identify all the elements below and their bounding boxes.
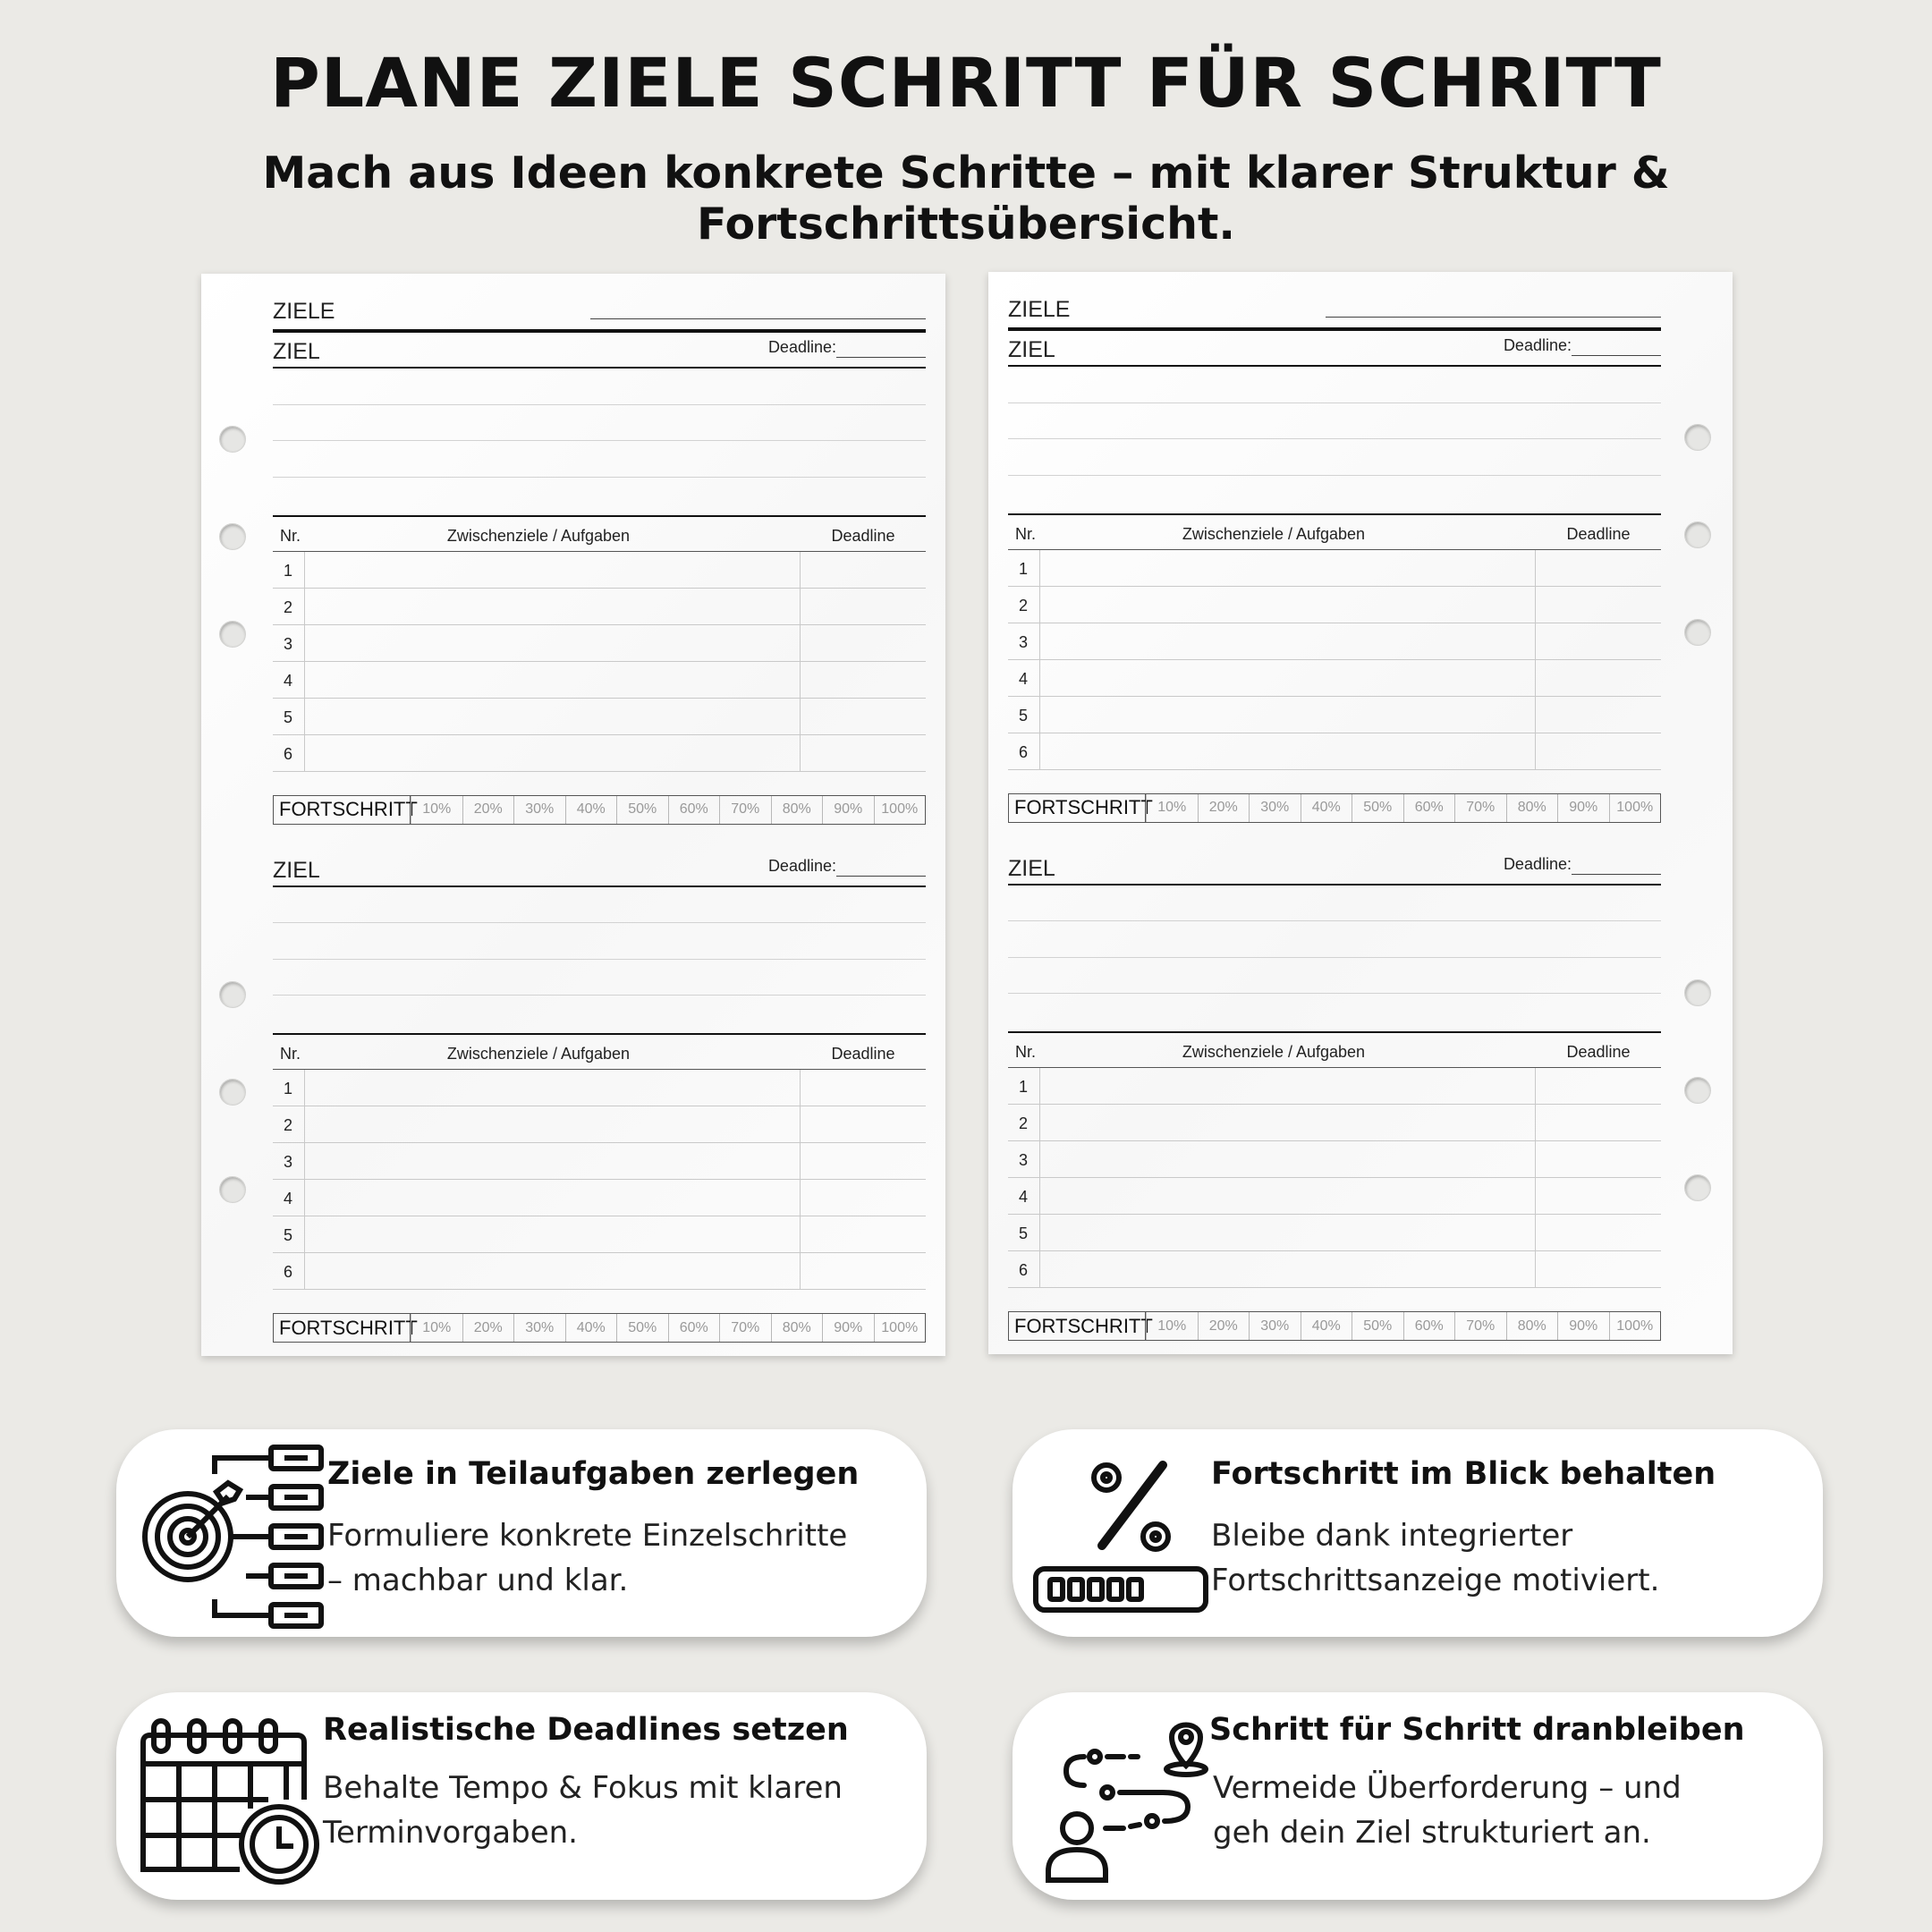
progress-step: 60%	[668, 796, 720, 824]
progress-step: 70%	[719, 1314, 771, 1342]
task-row	[273, 552, 926, 589]
feature-text-line1: Vermeide Überforderung – und	[1213, 1770, 1682, 1806]
deadline-cell-divider	[1535, 1105, 1536, 1140]
deadline-cell-divider	[1535, 660, 1536, 696]
progress-step: 20%	[1198, 1312, 1250, 1340]
task-row	[273, 589, 926, 625]
task-cell-divider	[304, 1106, 305, 1142]
feature-text-line1: Formuliere konkrete Einzelschritte	[327, 1518, 848, 1554]
progress-step: 20%	[1198, 794, 1250, 822]
punch-hole	[1684, 1174, 1711, 1201]
task-cell-divider	[304, 1180, 305, 1216]
task-row-number: 2	[1019, 1114, 1029, 1132]
task-row-number: 5	[284, 708, 293, 726]
deadline-write-line	[1572, 874, 1661, 875]
task-cell-divider	[304, 625, 305, 661]
task-row	[273, 1143, 926, 1180]
task-row-number: 4	[284, 671, 293, 690]
progress-step: 100%	[874, 796, 926, 824]
deadline-cell-divider	[1535, 1068, 1536, 1104]
deadline-cell-divider	[1535, 550, 1536, 586]
task-cell-divider	[304, 1253, 305, 1289]
progress-step: 40%	[565, 796, 617, 824]
task-row	[273, 625, 926, 662]
punch-hole	[1684, 424, 1711, 451]
punch-hole	[1684, 619, 1711, 646]
progress-step: 90%	[822, 796, 874, 824]
punch-hole	[219, 1079, 246, 1106]
feature-text-line1: Bleibe dank integrierter	[1211, 1518, 1573, 1554]
feature-text-line1: Behalte Tempo & Fokus mit klaren	[323, 1770, 843, 1806]
progress-step: 70%	[1454, 1312, 1506, 1340]
goal-deadline-label: Deadline:	[1503, 336, 1572, 354]
col-deadline-header: Deadline	[831, 1045, 895, 1063]
task-row-number: 6	[284, 1263, 293, 1281]
task-row-number: 3	[284, 634, 293, 653]
task-table	[1008, 513, 1661, 770]
task-row	[1008, 623, 1661, 660]
headline: PLANE ZIELE SCHRITT FÜR SCHRITT	[270, 43, 1662, 123]
progress-step: 10%	[411, 796, 462, 824]
task-row	[1008, 733, 1661, 770]
task-row-number: 5	[284, 1226, 293, 1244]
task-row-number: 3	[284, 1153, 293, 1171]
task-row	[273, 699, 926, 735]
task-row	[273, 1070, 926, 1106]
goal-write-line	[273, 441, 926, 478]
goal-label: ZIEL	[1008, 337, 1055, 362]
task-cell-divider	[1039, 623, 1040, 659]
progress-step: 30%	[1249, 794, 1301, 822]
goal-deadline-label: Deadline:	[767, 338, 836, 356]
deadline-cell-divider	[800, 1106, 801, 1142]
task-cell-divider	[1039, 550, 1040, 586]
punch-hole	[1684, 521, 1711, 548]
task-table	[273, 1033, 926, 1290]
task-cell-divider	[1039, 587, 1040, 623]
feature-card-subtasks	[116, 1429, 927, 1637]
feature-title: Ziele in Teilaufgaben zerlegen	[327, 1456, 860, 1492]
task-row	[273, 1253, 926, 1290]
goal-deadline-label: Deadline:	[1503, 854, 1572, 873]
progress-step: 10%	[411, 1314, 462, 1342]
progress-step: 80%	[1506, 1312, 1558, 1340]
task-cell-divider	[304, 662, 305, 698]
task-row-number: 3	[1019, 1151, 1029, 1169]
goal-write-line	[273, 405, 926, 442]
progress-step: 60%	[1403, 1312, 1455, 1340]
task-cell-divider	[304, 552, 305, 588]
percent-progress-icon	[1030, 1438, 1218, 1617]
progress-bar	[273, 795, 926, 825]
punch-hole	[219, 1176, 246, 1203]
task-row-number: 1	[1019, 559, 1029, 578]
col-deadline-header: Deadline	[1566, 1043, 1631, 1061]
task-row-number: 2	[1019, 596, 1029, 614]
feature-title: Realistische Deadlines setzen	[323, 1712, 849, 1748]
deadline-cell-divider	[1535, 1251, 1536, 1287]
goal-write-line	[1008, 886, 1661, 922]
task-table-header	[273, 1035, 926, 1070]
progress-label: FORTSCHRITT	[1009, 1312, 1146, 1340]
task-table-header	[1008, 1033, 1661, 1068]
task-row-number: 6	[284, 744, 293, 763]
punch-hole	[219, 621, 246, 648]
deadline-cell-divider	[1535, 1141, 1536, 1177]
col-tasks-header: Zwischenziele / Aufgaben	[446, 526, 631, 545]
goal-write-line	[273, 923, 926, 960]
task-row	[1008, 1215, 1661, 1251]
task-row	[1008, 1178, 1661, 1215]
subheadline: Mach aus Ideen konkrete Schritte – mit klarer Struktur & Fortschrittsübersicht.	[262, 148, 1670, 250]
progress-step: 50%	[1352, 794, 1403, 822]
goal-write-line	[1008, 367, 1661, 403]
task-row-number: 1	[284, 561, 293, 580]
goal-write-line	[273, 887, 926, 924]
task-table-header	[1008, 515, 1661, 550]
goal-section	[273, 852, 926, 1343]
feature-text-line2: – machbar und klar.	[327, 1563, 629, 1598]
task-row-number: 1	[284, 1080, 293, 1097]
task-row	[1008, 697, 1661, 733]
goal-write-line	[1008, 403, 1661, 440]
sheet-content	[273, 274, 926, 1343]
goal-header	[273, 852, 926, 887]
route-person-icon	[1030, 1701, 1227, 1889]
progress-step: 80%	[771, 1314, 823, 1342]
feature-title: Fortschritt im Blick behalten	[1211, 1456, 1716, 1492]
deadline-cell-divider	[800, 662, 801, 698]
progress-step: 60%	[1403, 794, 1455, 822]
progress-step: 40%	[1301, 794, 1352, 822]
task-row	[273, 1180, 926, 1216]
col-nr-header: Nr.	[280, 1045, 301, 1063]
task-row	[1008, 1251, 1661, 1288]
progress-label: FORTSCHRITT	[1009, 794, 1146, 822]
goal-header	[1008, 331, 1661, 367]
deadline-cell-divider	[1535, 697, 1536, 733]
planner-sheet-right	[988, 272, 1733, 1354]
progress-bar	[1008, 1311, 1661, 1341]
task-row-number: 4	[1019, 669, 1029, 688]
task-row-number: 4	[1019, 1188, 1029, 1206]
goal-label: ZIEL	[273, 339, 320, 364]
task-row	[1008, 550, 1661, 587]
planner-sheet-left	[201, 274, 945, 1356]
task-row	[273, 1216, 926, 1253]
goal-section	[273, 333, 926, 825]
task-row-number: 2	[284, 1116, 293, 1134]
progress-step: 70%	[1454, 794, 1506, 822]
task-row-number: 1	[1019, 1078, 1029, 1096]
feature-card-steps	[1013, 1692, 1823, 1900]
deadline-cell-divider	[1535, 587, 1536, 623]
progress-step: 80%	[771, 796, 823, 824]
ziele-header	[273, 274, 926, 333]
col-deadline-header: Deadline	[1566, 524, 1631, 543]
deadline-write-line	[1572, 355, 1661, 356]
progress-bar	[273, 1313, 926, 1343]
progress-step: 100%	[1609, 1312, 1661, 1340]
progress-bar	[1008, 793, 1661, 823]
deadline-write-line	[836, 357, 926, 358]
progress-step: 50%	[616, 1314, 668, 1342]
progress-step: 30%	[513, 796, 565, 824]
punch-hole	[219, 981, 246, 1008]
ziele-write-line	[1326, 317, 1661, 318]
goal-write-line	[1008, 439, 1661, 476]
feature-title: Schritt für Schritt dranbleiben	[1209, 1712, 1745, 1748]
progress-label: FORTSCHRITT	[274, 796, 411, 824]
progress-step: 30%	[513, 1314, 565, 1342]
progress-step: 10%	[1146, 794, 1198, 822]
goal-write-line	[273, 369, 926, 405]
task-cell-divider	[304, 1143, 305, 1179]
deadline-cell-divider	[800, 552, 801, 588]
task-row	[273, 1106, 926, 1143]
deadline-cell-divider	[800, 699, 801, 734]
goal-header	[273, 333, 926, 369]
progress-label: FORTSCHRITT	[274, 1314, 411, 1342]
task-cell-divider	[304, 1216, 305, 1252]
col-nr-header: Nr.	[1015, 1043, 1037, 1061]
task-cell-divider	[304, 589, 305, 624]
task-row	[1008, 1141, 1661, 1178]
progress-step: 50%	[616, 796, 668, 824]
goal-header	[1008, 850, 1661, 886]
task-table	[1008, 1031, 1661, 1288]
deadline-cell-divider	[800, 1143, 801, 1179]
task-table-header	[273, 517, 926, 552]
progress-step: 30%	[1249, 1312, 1301, 1340]
task-row-number: 6	[1019, 742, 1029, 761]
deadline-cell-divider	[800, 1180, 801, 1216]
task-row-number: 5	[1019, 1224, 1029, 1242]
deadline-cell-divider	[800, 1253, 801, 1289]
task-row-number: 3	[1019, 632, 1029, 651]
progress-step: 20%	[462, 1314, 514, 1342]
feature-text-line2: geh dein Ziel strukturiert an.	[1213, 1815, 1651, 1851]
col-tasks-header: Zwischenziele / Aufgaben	[1182, 1043, 1366, 1061]
deadline-cell-divider	[800, 1216, 801, 1252]
task-cell-divider	[1039, 1068, 1040, 1104]
deadline-write-line	[836, 876, 926, 877]
goal-write-line	[1008, 958, 1661, 995]
feature-text-line2: Terminvorgaben.	[323, 1815, 578, 1851]
goal-label: ZIEL	[1008, 855, 1055, 881]
task-cell-divider	[1039, 733, 1040, 769]
target-hierarchy-icon	[134, 1438, 331, 1631]
task-row	[1008, 660, 1661, 697]
task-cell-divider	[304, 1070, 305, 1106]
task-row-number: 4	[284, 1190, 293, 1208]
progress-step: 40%	[1301, 1312, 1352, 1340]
feature-card-progress	[1013, 1429, 1823, 1637]
progress-step: 10%	[1146, 1312, 1198, 1340]
progress-step: 100%	[1609, 794, 1661, 822]
task-row	[1008, 587, 1661, 623]
task-row	[1008, 1105, 1661, 1141]
progress-step: 60%	[668, 1314, 720, 1342]
task-row	[273, 735, 926, 772]
task-row	[273, 662, 926, 699]
task-cell-divider	[1039, 1215, 1040, 1250]
feature-text-line2: Fortschrittsanzeige motiviert.	[1211, 1563, 1660, 1598]
goal-deadline-label: Deadline:	[767, 856, 836, 875]
deadline-cell-divider	[1535, 623, 1536, 659]
deadline-cell-divider	[800, 589, 801, 624]
ziele-label: ZIELE	[273, 299, 335, 324]
task-row-number: 6	[1019, 1261, 1029, 1279]
calendar-clock-icon	[134, 1701, 322, 1889]
col-tasks-header: Zwischenziele / Aufgaben	[1182, 524, 1366, 543]
task-cell-divider	[1039, 1105, 1040, 1140]
progress-step: 80%	[1506, 794, 1558, 822]
punch-hole	[1684, 1077, 1711, 1104]
progress-step: 20%	[462, 796, 514, 824]
progress-step: 90%	[1557, 794, 1609, 822]
goal-section	[1008, 850, 1661, 1342]
task-cell-divider	[1039, 1141, 1040, 1177]
progress-step: 90%	[1557, 1312, 1609, 1340]
ziele-write-line	[590, 318, 926, 319]
punch-hole	[219, 426, 246, 453]
task-row-number: 5	[1019, 706, 1029, 724]
punch-hole	[219, 523, 246, 550]
deadline-cell-divider	[800, 735, 801, 771]
col-deadline-header: Deadline	[831, 526, 895, 545]
ziele-header	[1008, 272, 1661, 331]
progress-step: 40%	[565, 1314, 617, 1342]
sheet-content	[1008, 272, 1661, 1341]
feature-card-deadlines	[116, 1692, 927, 1900]
punch-hole	[1684, 979, 1711, 1006]
task-cell-divider	[1039, 660, 1040, 696]
task-cell-divider	[1039, 697, 1040, 733]
goal-write-line	[1008, 921, 1661, 958]
progress-step: 90%	[822, 1314, 874, 1342]
col-nr-header: Nr.	[1015, 524, 1037, 543]
deadline-cell-divider	[1535, 733, 1536, 769]
deadline-cell-divider	[800, 625, 801, 661]
deadline-cell-divider	[1535, 1215, 1536, 1250]
task-row-number: 2	[284, 597, 293, 616]
task-cell-divider	[304, 699, 305, 734]
task-cell-divider	[304, 735, 305, 771]
task-cell-divider	[1039, 1251, 1040, 1287]
col-nr-header: Nr.	[280, 526, 301, 545]
progress-step: 100%	[874, 1314, 926, 1342]
ziele-label: ZIELE	[1008, 297, 1071, 322]
task-cell-divider	[1039, 1178, 1040, 1214]
progress-step: 70%	[719, 796, 771, 824]
deadline-cell-divider	[1535, 1178, 1536, 1214]
goal-label: ZIEL	[273, 857, 320, 883]
col-tasks-header: Zwischenziele / Aufgaben	[446, 1045, 631, 1063]
deadline-cell-divider	[800, 1070, 801, 1106]
goal-write-line	[273, 960, 926, 996]
progress-step: 50%	[1352, 1312, 1403, 1340]
goal-section	[1008, 331, 1661, 823]
task-row	[1008, 1068, 1661, 1105]
task-table	[273, 515, 926, 772]
